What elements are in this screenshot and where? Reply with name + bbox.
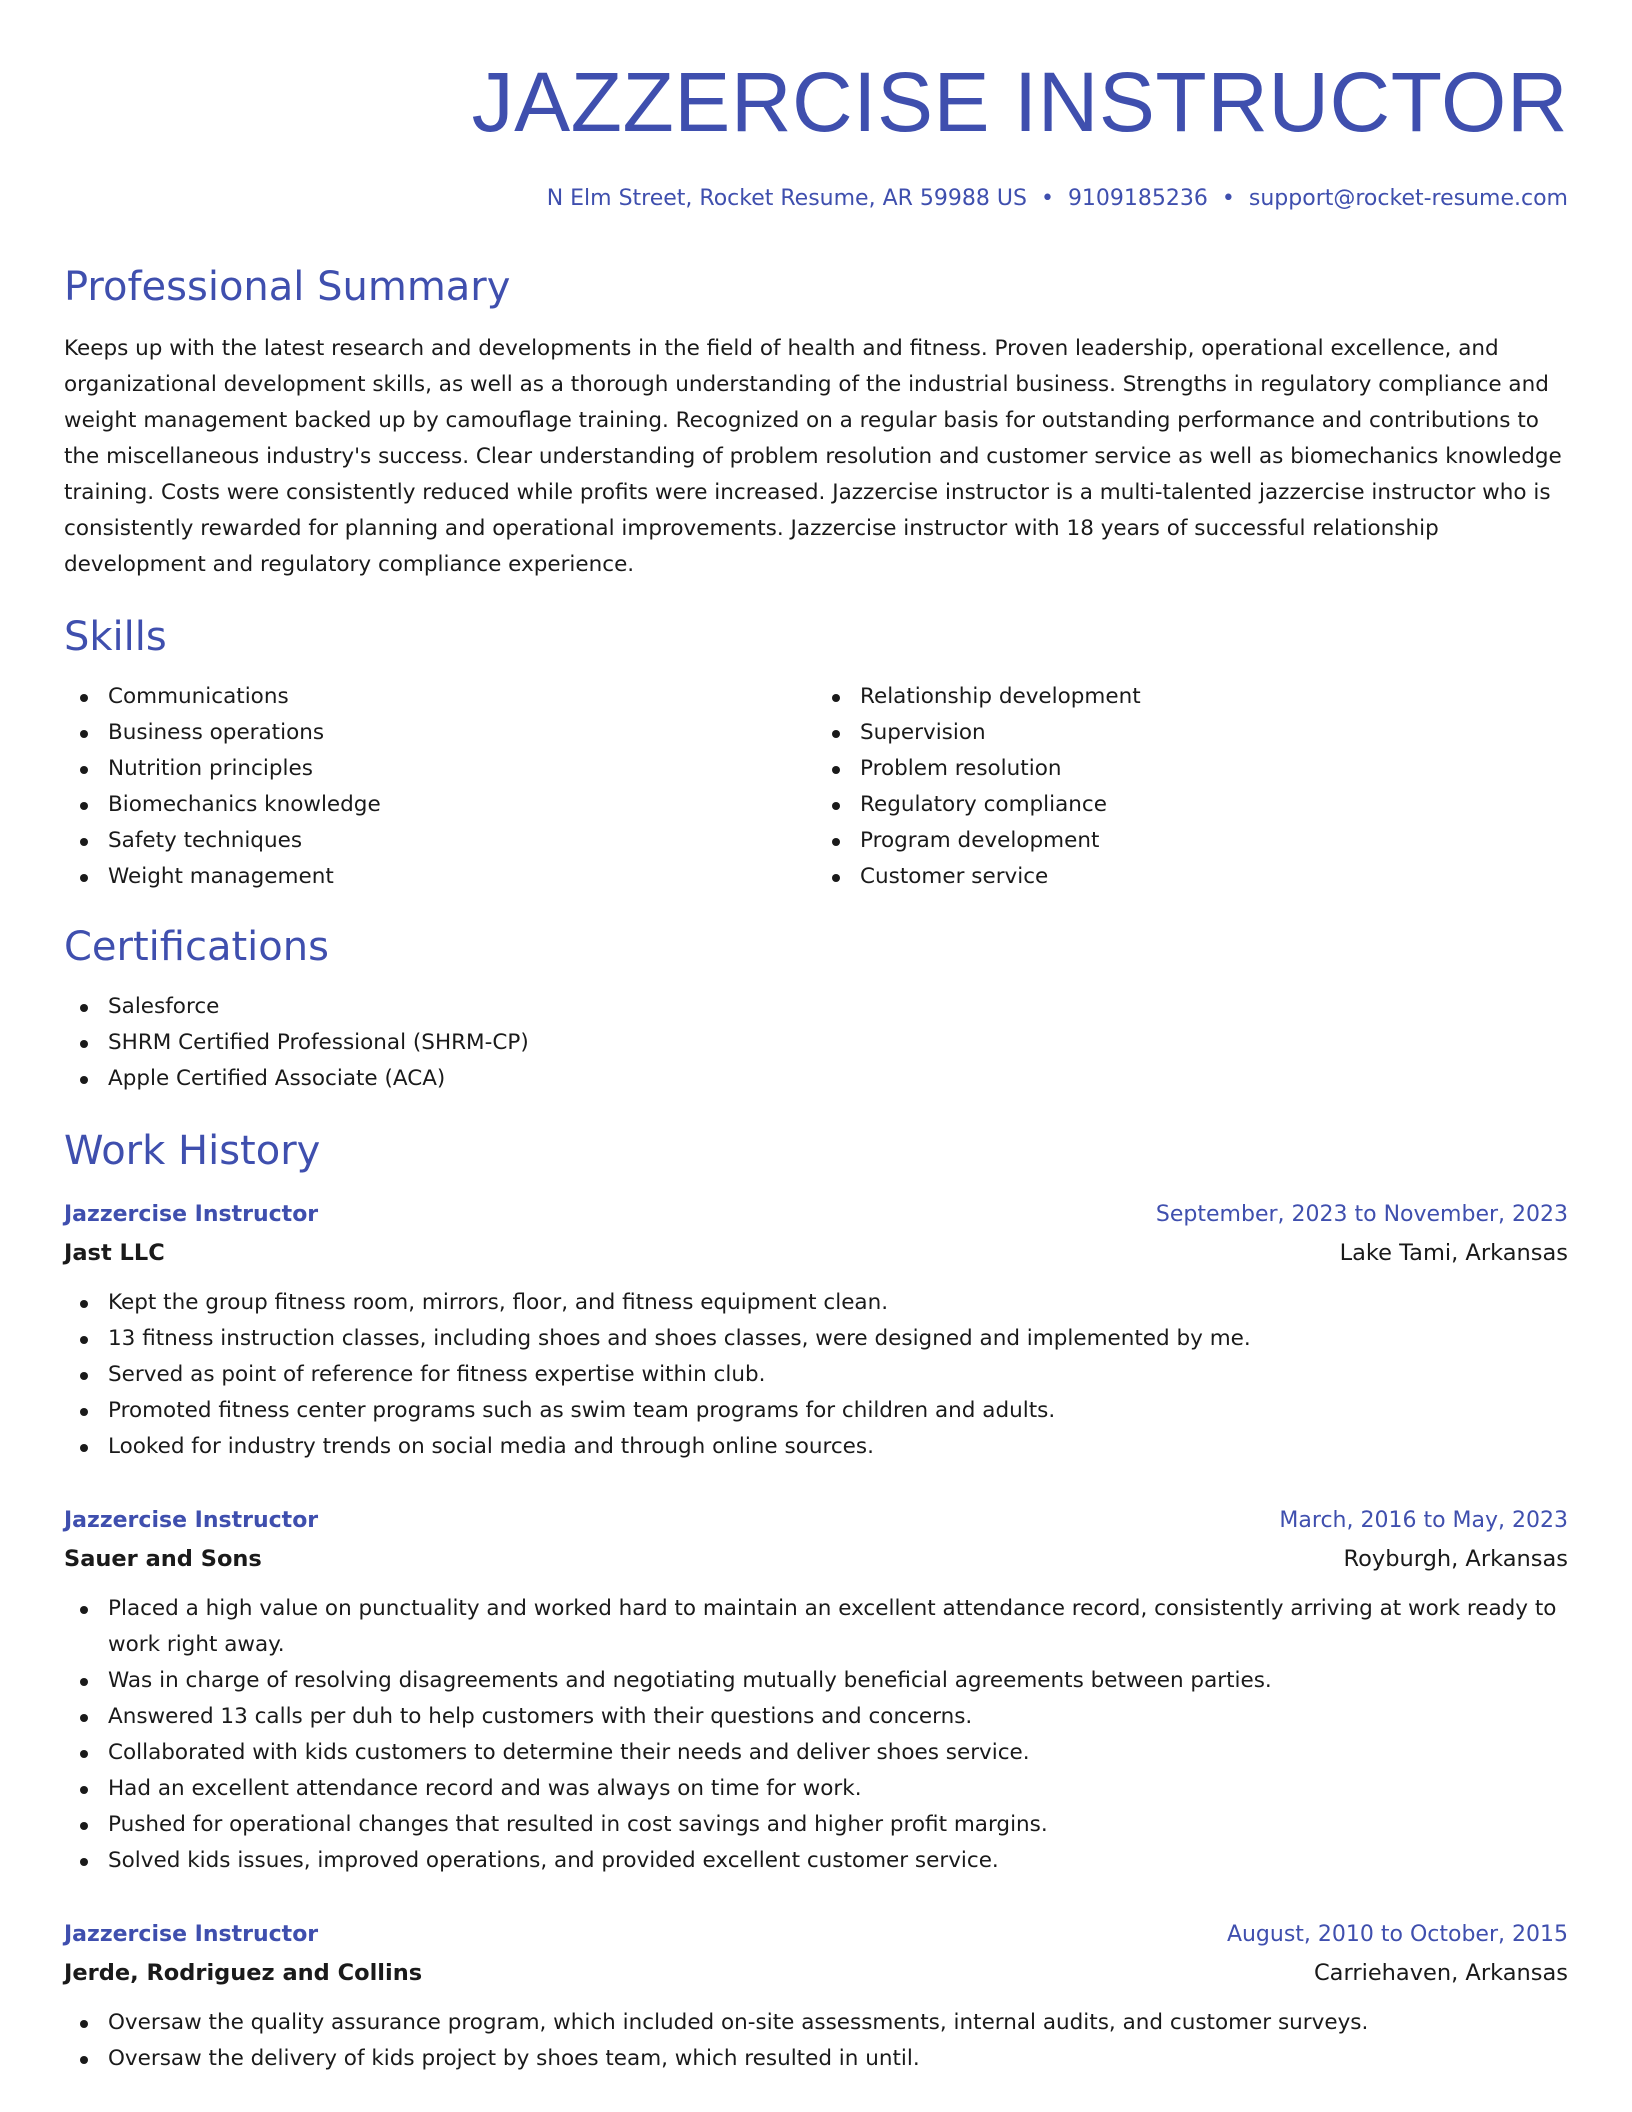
skill-item: Relationship development — [816, 679, 1568, 715]
job-dates: September, 2023 to November, 2023 — [1155, 1202, 1568, 1228]
contact-address: N Elm Street, Rocket Resume, AR 59988 US — [546, 185, 1027, 211]
skill-item: Program development — [816, 823, 1568, 859]
skills-section — [64, 613, 1568, 895]
certification-item: SHRM Certified Professional (SHRM-CP) — [64, 1025, 1568, 1061]
work-history-section — [64, 1127, 1568, 2077]
job-bullets — [64, 1591, 1568, 1879]
job-entry — [64, 1197, 1568, 1465]
job-bullet: Pushed for operational changes that resulted in cost savings and higher profit margins. — [64, 1807, 1568, 1843]
certifications-section — [64, 923, 1568, 1097]
summary-section — [64, 263, 1568, 583]
job-company-row — [64, 1953, 1568, 1993]
certifications-list — [64, 989, 1568, 1097]
job-title-row — [64, 1917, 1568, 1953]
job-bullet: Kept the group fitness room, mirrors, floor, and fitness equipment clean. — [64, 1285, 1568, 1321]
job-location: Lake Tami, Arkansas — [1339, 1240, 1568, 1267]
skills-list-right — [816, 679, 1568, 895]
job-title: Jazzercise Instructor — [64, 1922, 319, 1948]
job-title-row — [64, 1503, 1568, 1539]
job-entry — [64, 1503, 1568, 1879]
skill-item: Regulatory compliance — [816, 787, 1568, 823]
job-company: Sauer and Sons — [64, 1546, 262, 1573]
contact-separator: • — [1221, 185, 1235, 211]
job-bullet: Had an excellent attendance record and was always on time for work. — [64, 1771, 1568, 1807]
job-company-row — [64, 1539, 1568, 1579]
job-dates: March, 2016 to May, 2023 — [1279, 1508, 1568, 1534]
job-company-row — [64, 1233, 1568, 1273]
skills-heading: Skills — [64, 614, 167, 661]
job-bullet: Collaborated with kids customers to determine their needs and deliver shoes service. — [64, 1735, 1568, 1771]
job-bullets — [64, 2005, 1568, 2077]
certifications-heading: Certifications — [64, 924, 329, 971]
skill-item: Business operations — [64, 715, 816, 751]
job-bullet: Answered 13 calls per duh to help customers with their questions and concerns. — [64, 1699, 1568, 1735]
skill-item: Biomechanics knowledge — [64, 787, 816, 823]
contact-line — [64, 185, 1568, 214]
skills-columns — [64, 679, 1568, 895]
work-history-heading: Work History — [64, 1128, 321, 1175]
job-bullet: Served as point of reference for fitness expertise within club. — [64, 1357, 1568, 1393]
resume-name: JAZZERCISE INSTRUCTOR — [471, 55, 1568, 149]
job-title-row — [64, 1197, 1568, 1233]
job-bullet: Oversaw the delivery of kids project by shoes team, which resulted in until. — [64, 2041, 1568, 2077]
job-bullet: 13 fitness instruction classes, including shoes and shoes classes, were designed and implemented by me. — [64, 1321, 1568, 1357]
job-company: Jerde, Rodriguez and Collins — [64, 1960, 423, 1987]
job-bullet: Looked for industry trends on social media and through online sources. — [64, 1429, 1568, 1465]
contact-email[interactable]: support@rocket-resume.com — [1248, 185, 1568, 211]
skill-item: Problem resolution — [816, 751, 1568, 787]
certification-item: Salesforce — [64, 989, 1568, 1025]
certification-item: Apple Certified Associate (ACA) — [64, 1061, 1568, 1097]
skills-list-left — [64, 679, 816, 895]
job-location: Royburgh, Arkansas — [1343, 1546, 1568, 1573]
contact-phone: 9109185236 — [1067, 185, 1208, 211]
skill-item: Supervision — [816, 715, 1568, 751]
job-title: Jazzercise Instructor — [64, 1202, 319, 1228]
job-bullet: Promoted fitness center programs such as swim team programs for children and adults. — [64, 1393, 1568, 1429]
job-dates: August, 2010 to October, 2015 — [1226, 1922, 1568, 1948]
skill-item: Customer service — [816, 859, 1568, 895]
contact-separator: • — [1040, 185, 1054, 211]
job-bullet: Oversaw the quality assurance program, which included on-site assessments, internal audits, and customer surveys. — [64, 2005, 1568, 2041]
job-title: Jazzercise Instructor — [64, 1508, 319, 1534]
job-bullet: Solved kids issues, improved operations, and provided excellent customer service. — [64, 1843, 1568, 1879]
summary-heading: Professional Summary — [64, 264, 511, 311]
job-location: Carriehaven, Arkansas — [1313, 1960, 1568, 1987]
skill-item: Safety techniques — [64, 823, 816, 859]
job-company: Jast LLC — [64, 1240, 165, 1267]
summary-text: Keeps up with the latest research and developments in the field of health and fitness. Proven leadership, operational excellence, and organizational development skills, as well as a thorough understanding of the industrial business. Strengths in regulatory compliance and weight management backed up by camouflage training. Recognized on a regular basis for outstanding performance and contributions to the miscellaneous industry's success. Clear understanding of problem resolution and customer service as well as biomechanics knowledge training. Costs were consistently reduced while profits were increased. Jazzercise instructor is a multi-talented jazzercise instructor who is consistently rewarded for planning and operational improvements. Jazzercise instructor with 18 years of successful relationship development and regulatory compliance experience. — [64, 336, 1562, 578]
skill-item: Communications — [64, 679, 816, 715]
job-bullets — [64, 1285, 1568, 1465]
job-bullet: Was in charge of resolving disagreements and negotiating mutually beneficial agreements between parties. — [64, 1663, 1568, 1699]
resume-header — [64, 54, 1568, 213]
job-bullet: Placed a high value on punctuality and worked hard to maintain an excellent attendance record, consistently arriving at work ready to work right away. — [64, 1591, 1568, 1663]
skill-item: Nutrition principles — [64, 751, 816, 787]
skill-item: Weight management — [64, 859, 816, 895]
job-entry — [64, 1917, 1568, 2077]
